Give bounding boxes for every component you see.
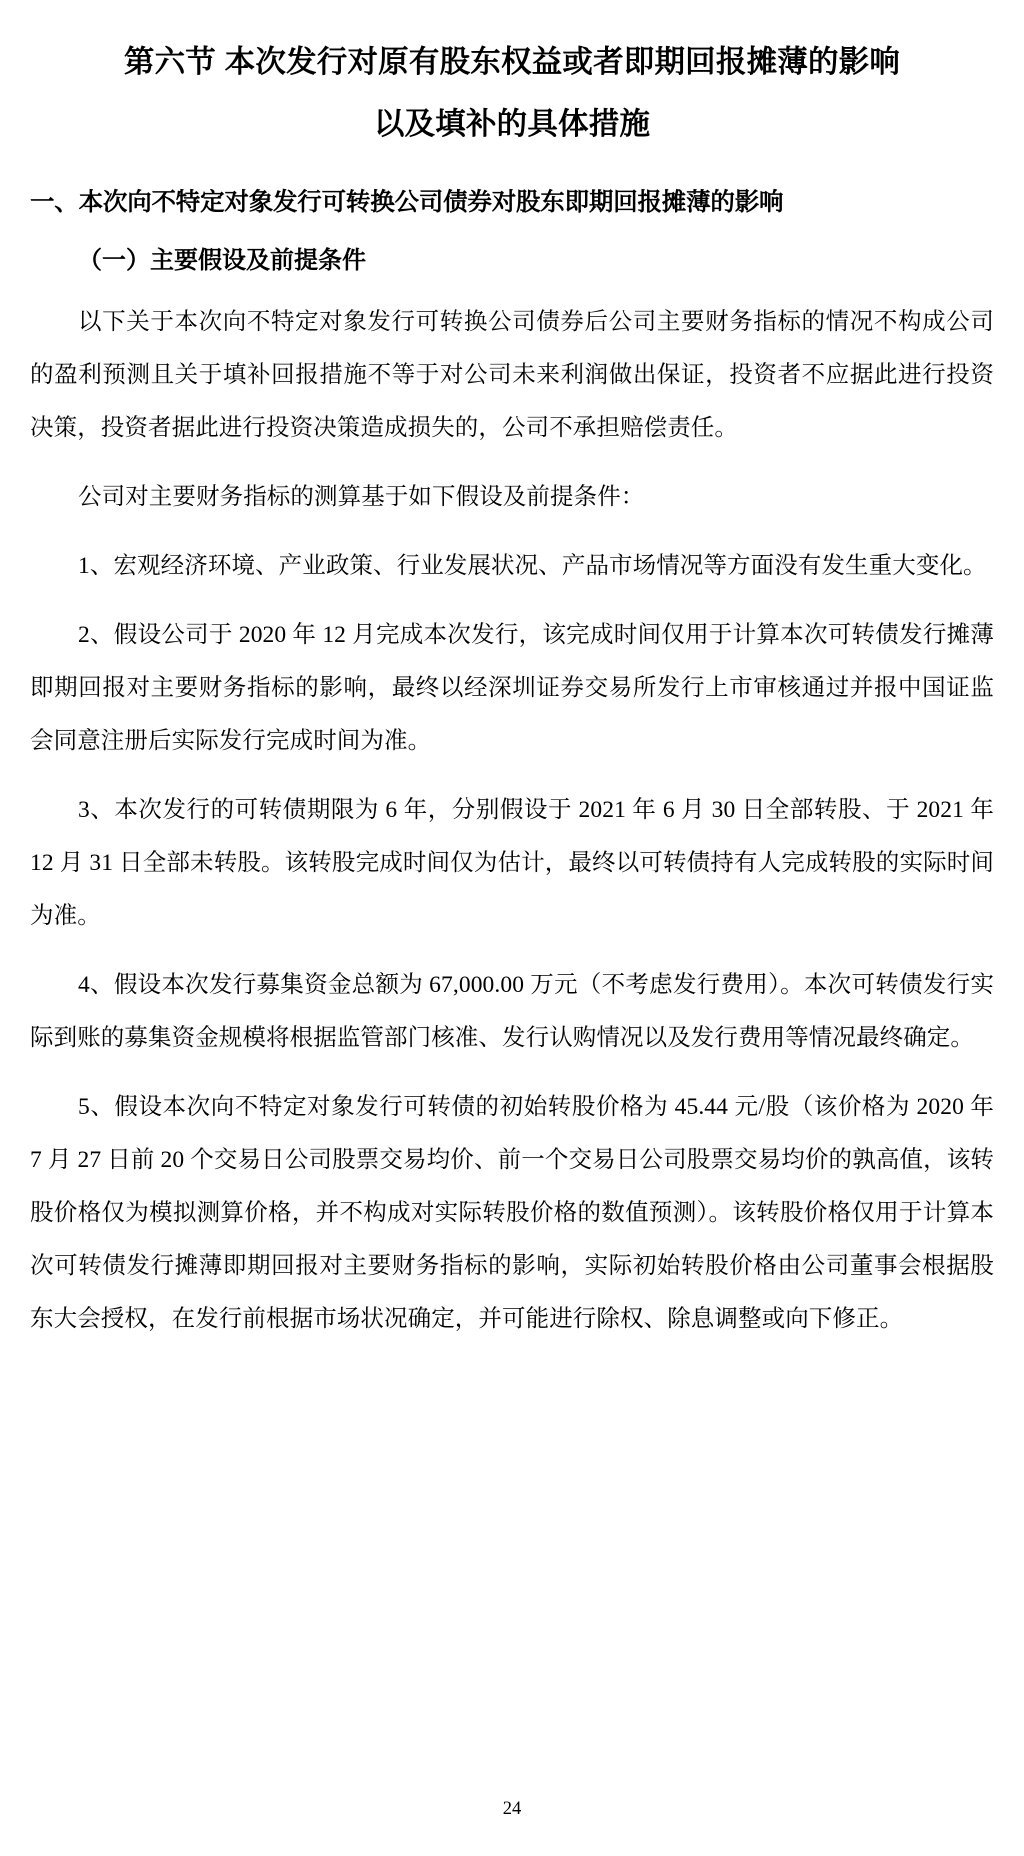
body-paragraph-2: 公司对主要财务指标的测算基于如下假设及前提条件： [78,484,645,510]
assumption-item-3: 3、本次发行的可转债期限为 6 年，分别假设于 2021 年 6 月 30 日全部转股、于 2021 年 12 月 31 日全部未转股。该转股完成时间仅为估计，最终以可转债持有人完成转股的实际时间为准。 [30,797,994,929]
page-title [30,38,994,148]
page-title-line-2: 以及填补的具体措施 [373,107,651,141]
body-paragraph-1: 以下关于本次向不特定对象发行可转换公司债券后公司主要财务指标的情况不构成公司的盈利预测且关于填补回报措施不等于对公司未来利润做出保证，投资者不应据此进行投资决策，投资者据此进行投资决策造成损失的，公司不承担赔偿责任。 [30,309,994,441]
section-heading-level-2: （一）主要假设及前提条件 [78,247,366,274]
assumption-item-5: 5、假设本次向不特定对象发行可转债的初始转股价格为 45.44 元/股（该价格为 2020 年 7 月 27 日前 20 个交易日公司股票交易均价、前一个交易日公司股票交易均价的孰高值，该转股价格仅为模拟测算价格，并不构成对实际转股价格的数值预测）。该转股价格仅用于计算本次可转债发行摊薄即期回报对主要财务指标的影响，实际初始转股价格由公司董事会根据股东大会授权，在发行前根据市场状况确定，并可能进行除权、除息调整或向下修正。 [30,1094,994,1332]
section-heading-level-1: 一、本次向不特定对象发行可转换公司债券对股东即期回报摊薄的影响 [30,189,784,216]
page-content [30,38,994,1346]
page-title-line-1: 第六节 本次发行对原有股东权益或者即期回报摊薄的影响 [123,45,901,79]
assumption-item-4: 4、假设本次发行募集资金总额为 67,000.00 万元（不考虑发行费用）。本次可转债发行实际到账的募集资金规模将根据监管部门核准、发行认购情况以及发行费用等情况最终确定。 [30,972,994,1051]
assumption-item-2: 2、假设公司于 2020 年 12 月完成本次发行，该完成时间仅用于计算本次可转债发行摊薄即期回报对主要财务指标的影响，最终以经深圳证券交易所发行上市审核通过并报中国证监会同意注册后实际发行完成时间为准。 [30,622,994,754]
assumption-item-1: 1、宏观经济环境、产业政策、行业发展状况、产品市场情况等方面没有发生重大变化。 [78,553,987,579]
page-number: 24 [502,1799,522,1819]
